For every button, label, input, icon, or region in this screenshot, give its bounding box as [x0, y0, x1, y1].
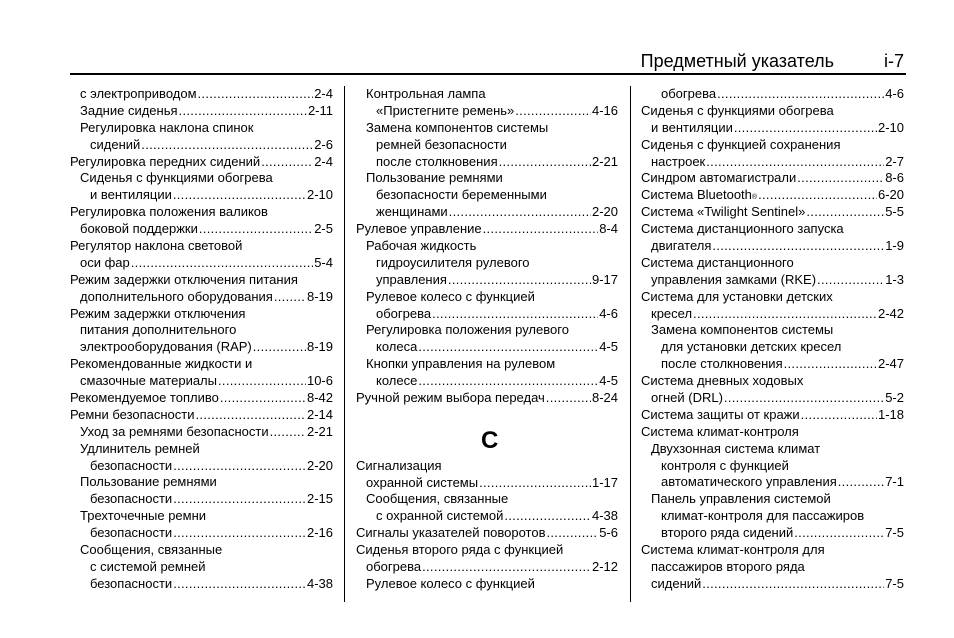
entry-text: Система для установки детских: [641, 288, 833, 304]
index-entry: [641, 120, 904, 137]
dot-leader: [734, 120, 877, 137]
entry-text: с системой ремней: [90, 558, 206, 574]
entry-text: и вентиляции: [651, 119, 733, 135]
dot-leader: [797, 170, 884, 187]
page-reference: 2-5: [314, 221, 333, 237]
index-entry: [356, 238, 618, 255]
index-entry: [641, 86, 904, 103]
index-entry: [356, 137, 618, 154]
entry-text: Кнопки управления на рулевом: [366, 356, 556, 372]
entry-text: Контрольная лампа: [366, 86, 486, 101]
dot-leader: [418, 373, 598, 390]
dot-leader: [418, 339, 598, 356]
page-reference: 7-5: [885, 525, 904, 541]
index-entry: [641, 137, 904, 154]
entry-text: Панель управления системой: [651, 491, 831, 507]
index-entry: [641, 491, 904, 508]
entry-text: автоматического управления: [661, 474, 837, 490]
page-reference: 8-42: [306, 390, 333, 406]
index-entry: [641, 322, 904, 339]
entry-text: Система защиты от кражи: [641, 406, 800, 422]
page-reference: 2-7: [885, 153, 904, 169]
entry-text: и вентиляции: [90, 187, 172, 203]
entry-text: Двухзонная система климат: [651, 440, 821, 456]
entry-text: питания дополнительного: [80, 322, 237, 338]
entry-text: пассажиров второго ряда: [651, 558, 805, 574]
page-reference: 4-38: [591, 508, 618, 524]
dot-leader: [449, 204, 591, 221]
index-entry: [641, 204, 904, 221]
dot-leader: [220, 390, 306, 407]
index-entry: [70, 187, 333, 204]
entry-text: Регулировка наклона спинок: [80, 119, 254, 135]
entry-text: обогрева: [366, 558, 422, 574]
entry-text: Уход за ремнями безопасности: [80, 423, 269, 439]
dot-leader: [724, 390, 884, 407]
entry-text: Пользование ремнями: [80, 474, 217, 490]
dot-leader: [499, 154, 591, 171]
page-reference: 2-20: [591, 204, 618, 220]
entry-text: Система дистанционного запуска: [641, 221, 844, 237]
entry-text: дополнительного оборудования: [80, 288, 273, 304]
entry-text: настроек: [651, 153, 706, 169]
page-reference: 5-5: [885, 204, 904, 220]
index-entry: [356, 272, 618, 289]
page-reference: 2-15: [306, 491, 333, 507]
index-entry: [641, 255, 904, 272]
dot-leader: [196, 407, 306, 424]
page-reference: 7-5: [885, 575, 904, 591]
page-reference: 4-38: [306, 575, 333, 591]
dot-leader: [504, 508, 591, 525]
index-entry: [70, 204, 333, 221]
index-entry: [641, 306, 904, 323]
index-entry: [641, 103, 904, 120]
page-reference: 9-17: [591, 271, 618, 287]
page-reference: 2-16: [306, 525, 333, 541]
page-reference: 6-20: [877, 187, 904, 203]
entry-text: Пользование ремнями: [366, 170, 503, 186]
index-entry: [356, 204, 618, 221]
entry-text: Режим задержки отключения питания: [70, 271, 298, 287]
dot-leader: [173, 458, 306, 475]
page-reference: 5-4: [314, 254, 333, 270]
dot-leader: [261, 154, 313, 171]
index-entry: [641, 559, 904, 576]
header-title: Предметный указатель: [640, 51, 834, 71]
index-entry: [641, 356, 904, 373]
entry-text: колеса: [376, 339, 418, 355]
entry-text: Система Bluetooth: [641, 187, 752, 203]
page-reference: 5-6: [599, 525, 618, 541]
index-entry: [641, 508, 904, 525]
page-reference: 4-6: [885, 86, 904, 101]
index-entry: [356, 187, 618, 204]
index-entry: [641, 407, 904, 424]
entry-text: Режим задержки отключения: [70, 305, 246, 321]
entry-text: безопасности: [90, 575, 173, 591]
entry-text: Синдром автомагистрали: [641, 170, 797, 186]
page-reference: 2-4: [314, 153, 333, 169]
page-reference: 1-9: [885, 238, 904, 254]
page-reference: 8-6: [885, 170, 904, 186]
entry-text: кресел: [651, 305, 693, 321]
page-reference: 2-4: [314, 86, 333, 101]
dot-leader: [838, 474, 884, 491]
entry-text: гидроусилителя рулевого: [376, 254, 530, 270]
dot-leader: [173, 576, 306, 593]
entry-text: Сообщения, связанные: [366, 491, 509, 507]
dot-leader: [717, 86, 884, 103]
section-letter: С: [481, 426, 499, 454]
dot-leader: [693, 306, 877, 323]
entry-text: управления замками (RKE): [651, 271, 817, 287]
dot-leader: [546, 390, 591, 407]
entry-text: Регулировка положения рулевого: [366, 322, 569, 338]
index-entry: [356, 390, 618, 407]
dot-leader: [432, 306, 598, 323]
index-entry: [356, 120, 618, 137]
entry-text: безопасности: [90, 457, 173, 473]
page-reference: 4-6: [599, 305, 618, 321]
entry-text: Ремни безопасности: [70, 406, 195, 422]
entry-text: Регулировка положения валиков: [70, 204, 268, 220]
index-entry: [641, 238, 904, 255]
entry-text: ремней безопасности: [376, 136, 507, 152]
entry-text: Рулевое управление: [356, 221, 482, 237]
index-entry: [641, 576, 904, 593]
dot-leader: [817, 272, 884, 289]
page-reference: 5-2: [885, 390, 904, 406]
page-reference: 2-21: [591, 153, 618, 169]
page-number: i-7: [883, 51, 904, 71]
dot-leader: [758, 187, 877, 204]
page-reference: 2-14: [306, 406, 333, 422]
index-entry: [70, 238, 333, 255]
index-entry: [356, 322, 618, 339]
index-entry: Система Bluetooth ® ..... 6-20: [641, 187, 904, 204]
index-entry: [356, 103, 618, 120]
index-entry: [70, 86, 333, 103]
dot-leader: [270, 424, 306, 441]
index-column-2: [356, 86, 618, 593]
index-entry: [356, 86, 618, 103]
entry-text: контроля с функцией: [661, 457, 789, 473]
entry-text: Рулевое колесо с функцией: [366, 575, 535, 591]
dot-leader: [422, 559, 591, 576]
dot-leader: [218, 373, 306, 390]
page-reference: 2-42: [877, 305, 904, 321]
index-entry: [356, 289, 618, 306]
dot-leader: [173, 491, 306, 508]
entry-text: Регулятор наклона световой: [70, 238, 243, 254]
entry-text: Система климат-контроля для: [641, 542, 825, 558]
dot-leader: [483, 221, 599, 238]
index-entry: [70, 322, 333, 339]
index-entry: [356, 576, 618, 593]
index-entry: [70, 272, 333, 289]
index-entry: [641, 289, 904, 306]
entry-text: сидений: [90, 136, 141, 152]
index-entry: [70, 576, 333, 593]
dot-leader: [806, 204, 884, 221]
entry-text: Рекомендованные жидкости и: [70, 356, 253, 372]
entry-text: второго ряда сидений: [661, 525, 794, 541]
entry-text: Система дистанционного: [641, 254, 794, 270]
column-divider: [630, 86, 631, 602]
dot-leader: [479, 475, 591, 492]
page-reference: 2-10: [306, 187, 333, 203]
index-entry: [356, 508, 618, 525]
entry-text: Сиденья с функциями обогрева: [80, 170, 273, 186]
dot-leader: [801, 407, 877, 424]
entry-text: управления: [376, 271, 447, 287]
dot-leader: [702, 576, 884, 593]
index-entry: [70, 491, 333, 508]
dot-leader: [198, 86, 314, 103]
dot-leader: [179, 103, 307, 120]
index-entry: [70, 525, 333, 542]
entry-text: сидений: [651, 575, 702, 591]
index-entry: [641, 154, 904, 171]
index-entry: [641, 441, 904, 458]
index-entry: [70, 255, 333, 272]
entry-text: Рекомендуемое топливо: [70, 390, 219, 406]
dot-leader: [706, 154, 884, 171]
page-reference: 1-3: [885, 271, 904, 287]
entry-text: Система дневных ходовых: [641, 373, 804, 389]
page-reference: 7-1: [885, 474, 904, 490]
page-reference: 4-5: [599, 339, 618, 355]
index-entry: [70, 120, 333, 137]
page-reference: 2-20: [306, 457, 333, 473]
entry-text: обогрева: [376, 305, 432, 321]
dot-leader: [131, 255, 313, 272]
page-reference: 2-47: [877, 356, 904, 372]
entry-text: «Пристегните ремень»: [376, 102, 515, 118]
page-reference: 4-16: [591, 102, 618, 118]
index-entry: [356, 525, 618, 542]
entry-text: Замена компонентов системы: [651, 322, 834, 338]
entry-text: боковой поддержки: [80, 221, 198, 237]
index-entry: [356, 306, 618, 323]
page-reference: 8-24: [591, 390, 618, 406]
index-entry: [641, 424, 904, 441]
entry-text: Сигнализация: [356, 457, 442, 473]
entry-text: для установки детских кресел: [661, 339, 842, 355]
index-entry: [356, 170, 618, 187]
entry-text: двигателя: [651, 238, 712, 254]
index-entry: [356, 542, 618, 559]
entry-text: Ручной режим выбора передач: [356, 390, 545, 406]
dot-leader: [515, 103, 591, 120]
index-entry: [356, 559, 618, 576]
entry-text: безопасности: [90, 525, 173, 541]
entry-text: Сиденья с функцией сохранения: [641, 136, 841, 152]
header-rule: [70, 73, 906, 75]
entry-text: с охранной системой: [376, 508, 504, 524]
index-entry: [70, 221, 333, 238]
index-entry: [70, 103, 333, 120]
index-entry: [641, 373, 904, 390]
index-entry: [70, 424, 333, 441]
index-entry: [641, 390, 904, 407]
dot-leader: [794, 525, 884, 542]
entry-text: климат-контроля для пассажиров: [661, 508, 865, 524]
entry-text: Сигналы указателей поворотов: [356, 525, 546, 541]
index-entry: [641, 272, 904, 289]
entry-text: Сиденья второго ряда с функцией: [356, 542, 564, 558]
entry-text: обогрева: [661, 86, 717, 101]
page-reference: 2-10: [877, 119, 904, 135]
index-entry: [70, 356, 333, 373]
entry-text: смазочные материалы: [80, 373, 217, 389]
index-entry: [70, 542, 333, 559]
page-reference: 8-19: [306, 288, 333, 304]
index-entry: [356, 491, 618, 508]
index-entry: [641, 458, 904, 475]
index-entry: [641, 221, 904, 238]
index-entry: [70, 137, 333, 154]
index-entry: [356, 339, 618, 356]
running-header: [0, 50, 954, 74]
entry-text: колесе: [376, 373, 418, 389]
entry-text: женщинами: [376, 204, 448, 220]
entry-text: Рабочая жидкость: [366, 238, 477, 254]
index-entry: [641, 170, 904, 187]
page-reference: 8-19: [306, 339, 333, 355]
entry-text: Трехточечные ремни: [80, 508, 207, 524]
entry-text: после столкновения: [661, 356, 783, 372]
page-reference: 1-18: [877, 406, 904, 422]
index-entry: [70, 407, 333, 424]
dot-leader: [253, 339, 306, 356]
entry-text: охранной системы: [366, 474, 479, 490]
index-entry: [356, 221, 618, 238]
dot-leader: [784, 356, 877, 373]
entry-text: Сообщения, связанные: [80, 542, 223, 558]
index-entry: [356, 373, 618, 390]
page-reference: 1-17: [591, 474, 618, 490]
dot-leader: [199, 221, 313, 238]
dot-leader: [173, 525, 306, 542]
page-reference: 8-4: [599, 221, 618, 237]
page-reference: 2-21: [306, 423, 333, 439]
dot-leader: [448, 272, 591, 289]
entry-text: Сиденья с функциями обогрева: [641, 102, 834, 118]
entry-text: оси фар: [80, 254, 130, 270]
entry-text: безопасности: [90, 491, 173, 507]
index-entry: [641, 542, 904, 559]
index-column-1: [70, 86, 333, 593]
index-entry: [356, 255, 618, 272]
index-entry: [70, 339, 333, 356]
index-entry: [70, 458, 333, 475]
index-entry: [641, 339, 904, 356]
index-entry: [70, 373, 333, 390]
index-entry: [641, 474, 904, 491]
entry-text: Система «Twilight Sentinel»: [641, 204, 806, 220]
index-entry: [70, 390, 333, 407]
page-reference: 2-11: [307, 102, 333, 118]
index-entry: [70, 508, 333, 525]
dot-leader: [141, 137, 313, 154]
entry-text: Система климат-контроля: [641, 423, 799, 439]
dot-leader: [274, 289, 306, 306]
index-entry: [356, 154, 618, 171]
entry-text: электрооборудования (RAP): [80, 339, 252, 355]
entry-text: Рулевое колесо с функцией: [366, 288, 535, 304]
index-entry: [356, 356, 618, 373]
index-entry: [356, 458, 618, 475]
index-column-3: [641, 86, 904, 593]
index-entry: [70, 170, 333, 187]
index-entry: [70, 441, 333, 458]
entry-text: Удлинитель ремней: [80, 440, 200, 456]
index-entry: [641, 525, 904, 542]
page-reference: 10-6: [306, 373, 333, 389]
entry-text: Задние сиденья: [80, 102, 178, 118]
entry-text: с электроприводом: [80, 86, 197, 101]
index-entry: [70, 306, 333, 323]
blank-line: [356, 407, 618, 424]
page-reference: 2-12: [591, 558, 618, 574]
index-entry: [70, 474, 333, 491]
entry-text: Замена компонентов системы: [366, 119, 549, 135]
index-entry: [70, 154, 333, 171]
entry-text: огней (DRL): [651, 390, 723, 406]
dot-leader: [173, 187, 306, 204]
dot-leader: [712, 238, 884, 255]
index-entry: [70, 289, 333, 306]
page-reference: 2-6: [314, 136, 333, 152]
entry-text: Регулировка передних сидений: [70, 153, 261, 169]
dot-leader: [546, 525, 598, 542]
page-reference: 4-5: [599, 373, 618, 389]
column-divider: [344, 86, 345, 602]
index-entry: [356, 475, 618, 492]
entry-text: безопасности беременными: [376, 187, 547, 203]
index-entry: [70, 559, 333, 576]
entry-text: после столкновения: [376, 153, 498, 169]
